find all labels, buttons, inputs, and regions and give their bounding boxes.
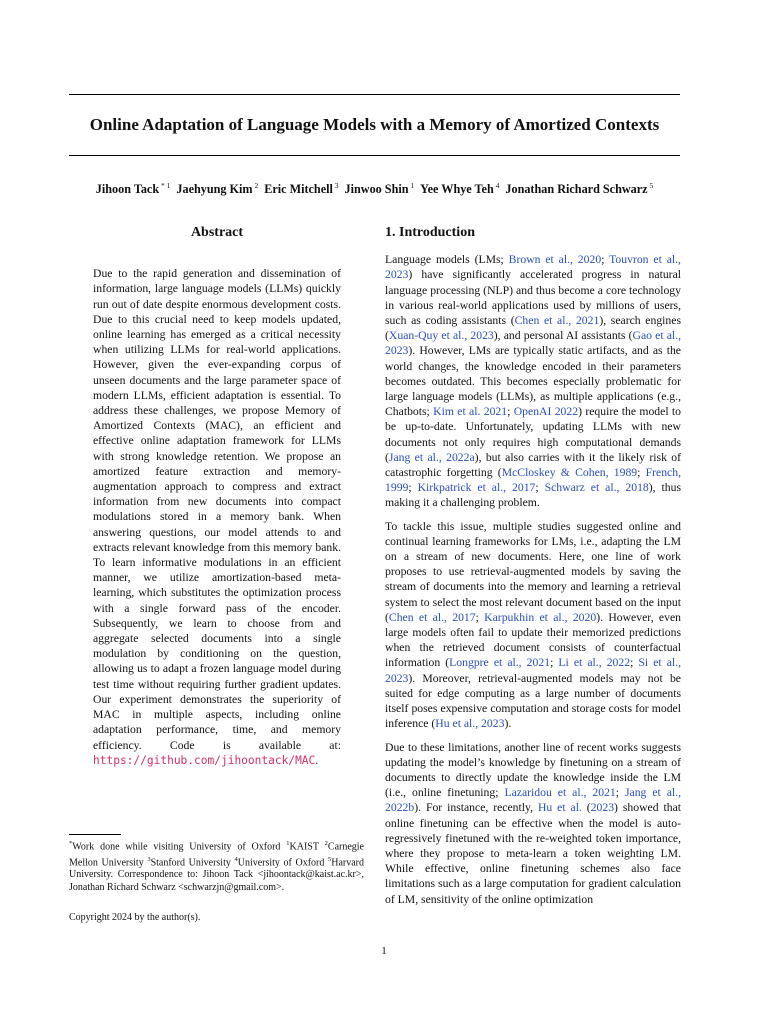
- citation-link[interactable]: Hu et al.: [537, 801, 582, 815]
- author-6: [505, 182, 653, 196]
- left-column: [93, 223, 341, 768]
- paragraph-text: ) showed that online finetuning can be effective when the model is auto-regressively finetuned with the re-weighted token importance, where they propose to meta-learn a token weighting LM. While effective, online finetuning schemes also face limitations such as a large computation for gradient calculation of LM, sensitivity of the online optimization: [385, 801, 682, 906]
- author-affiliation-mark: * 1: [159, 181, 171, 190]
- author-name: Jaehyung Kim: [176, 182, 253, 197]
- affiliation-footnote: [69, 838, 364, 894]
- author-list: [69, 181, 680, 197]
- citation-link[interactable]: Li et al., 2022: [558, 656, 631, 670]
- intro-paragraph-2: [385, 519, 681, 732]
- intro-paragraph-1: [385, 252, 681, 510]
- top-rule: [69, 94, 680, 95]
- citation-link[interactable]: 2023: [590, 801, 615, 815]
- footnote-mark: 1: [286, 840, 290, 847]
- footnote-text: Work done while visiting University of Oxford: [72, 841, 287, 853]
- citation-link[interactable]: Chen et al., 2021: [514, 314, 600, 328]
- citation-link[interactable]: Hu et al., 2023: [435, 717, 505, 731]
- paragraph-text: ). For instance, recently,: [414, 801, 538, 815]
- abstract-end: .: [315, 753, 319, 767]
- abstract-heading: Abstract: [190, 225, 244, 240]
- footnote-text: Stanford University: [150, 857, 235, 869]
- citation-link[interactable]: McCloskey & Cohen, 1989: [501, 466, 638, 480]
- paragraph-text: ;: [408, 481, 418, 495]
- title-rule: [69, 155, 680, 156]
- footnote-mark: 5: [327, 855, 332, 863]
- paragraph-text: (: [581, 801, 591, 815]
- footnote-mark: 4: [234, 855, 238, 863]
- paragraph-text: ), thus making it a challenging problem.: [385, 481, 682, 510]
- paragraph-text: ;: [475, 610, 485, 624]
- citation-link[interactable]: Longpre et al., 2021: [449, 656, 551, 670]
- citation-link[interactable]: Kim et al. 2021: [433, 405, 508, 419]
- paragraph-text: ;: [630, 656, 639, 670]
- intro-paragraph-3: [385, 740, 681, 907]
- footnote-text: Harvard University. Correspondence to: Jihoon Tack <jihoontack@kaist.ac.kr>, Jonathan Richard Schwarz <schwarzjn@gmail.com>.: [69, 857, 364, 893]
- paragraph-text: ;: [507, 405, 514, 419]
- citation-link[interactable]: Xuan-Quy et al., 2023: [388, 329, 494, 343]
- author-3: [264, 182, 338, 196]
- footnote-mark: 3: [147, 855, 151, 863]
- paragraph-text: ). However, even large models often fail to update their memorized predictions when the retrieved document consists of counterfactual information (: [385, 610, 681, 670]
- author-4: [345, 182, 415, 196]
- citation-link[interactable]: Schwarz et al., 2018: [544, 481, 649, 495]
- paragraph-text: ;: [615, 786, 625, 800]
- abstract-text: Due to the rapid generation and dissemination of information, large language models (LLMs) quickly run out of date despite enormous development costs. Due to this crucial need to keep models updated, online learning has emerged as a critical necessity when utilizing LLMs for real-world applications. However, given the ever-expanding corpus of unseen documents and the large parameter space of modern LLMs, efficient adaptation is essential. To address these challenges, we propose Memory of Amortized Contexts (MAC), an efficient and effective online adaptation framework for LLMs with strong knowledge retention. We propose an amortized feature extraction and memory-augmentation approach to compress and extract information from new documents into compact modulations stored in a memory bank. When answering questions, our model attends to and extracts relevant knowledge from this memory bank. To learn informative modulations in an efficient manner, we utilize amortization-based meta-learning, which substitutes the optimization process with a single forward pass of the encoder. Subsequently, we learn to choose from and aggregate selected documents into a single modulation by conditioning on the question, allowing us to adapt a frozen language model during test time without requiring further gradient updates. Our experiment demonstrates the superiority of MAC in multiple aspects, including online adaptation performance, time, and memory efficiency. Code is available at:: [93, 267, 341, 752]
- citation-link[interactable]: Chen et al., 2017: [388, 610, 476, 624]
- paragraph-text: ) have significantly accelerated progress in natural language processing (NLP) and thus become a core technology in various real-world applications used by millions of users, such as coding assistants (: [385, 268, 681, 328]
- author-affiliation-mark: 5: [647, 181, 654, 190]
- page-number: 1: [381, 945, 387, 957]
- paragraph-text: ), search engines (: [385, 314, 682, 343]
- author-affiliation-mark: 2: [252, 181, 259, 190]
- copyright-notice: Copyright 2024 by the author(s).: [69, 912, 201, 923]
- paragraph-text: Due to these limitations, another line of recent works suggests updating the model’s knowledge by finetuning on a stream of documents to directly update the knowledge inside the LM (i.e., online finetuning;: [385, 740, 681, 800]
- author-affiliation-mark: 3: [332, 181, 339, 190]
- paragraph-text: ) require the model to be up-to-date. Unfortunately, updating LLMs with new documents not only requires high computational demands (: [385, 405, 682, 464]
- footnote-text: University of Oxford: [237, 857, 328, 869]
- author-1: [96, 182, 171, 196]
- paragraph-text: ), and personal AI assistants (: [493, 329, 633, 343]
- citation-link[interactable]: Brown et al., 2020: [508, 253, 602, 267]
- citation-link[interactable]: French, 1999: [385, 466, 682, 495]
- citation-link[interactable]: Jang et al., 2022b: [385, 786, 682, 815]
- citation-link[interactable]: Touvron et al., 2023: [385, 253, 681, 282]
- author-5: [420, 182, 499, 196]
- paragraph-text: ), but also carries with it the likely risk of catastrophic forgetting (: [385, 450, 681, 480]
- paragraph-text: To tackle this issue, multiple studies suggested online and continual learning frameworks for LMs, i.e., adapting the LM on a stream of new documents. Here, one line of work proposes to use retrieval-augmented models by saving the stream of documents into the memory and learning a retrieval system to select the most relevant document based on the input (: [385, 519, 681, 624]
- right-column: [385, 223, 681, 915]
- author-name: Jinwoo Shin: [344, 182, 409, 197]
- footnote-mark: *: [69, 840, 73, 847]
- author-name: Yee Whye Teh: [420, 182, 494, 197]
- paragraph-text: ;: [535, 481, 545, 495]
- code-link[interactable]: https://github.com/jihoontack/MAC: [93, 753, 316, 767]
- author-name: Jihoon Tack: [95, 182, 160, 197]
- author-name: Jonathan Richard Schwarz: [505, 182, 648, 197]
- paragraph-text: ).: [504, 717, 512, 731]
- paragraph-text: Language models (LMs;: [385, 253, 509, 267]
- citation-link[interactable]: OpenAI 2022: [513, 405, 579, 419]
- introduction-heading: 1. Introduction: [385, 225, 475, 240]
- citation-link[interactable]: Kirkpatrick et al., 2017: [417, 481, 536, 495]
- author-affiliation-mark: 4: [493, 181, 500, 190]
- footnote-rule: [69, 834, 121, 835]
- paragraph-text: ;: [601, 253, 610, 267]
- citation-link[interactable]: Karpukhin et al., 2020: [484, 610, 597, 624]
- paper-title: Online Adaptation of Language Models with a Memory of Amortized Contexts: [89, 115, 660, 134]
- footnote-text: KAIST: [289, 841, 325, 853]
- citation-link[interactable]: Gao et al., 2023: [385, 329, 681, 358]
- paragraph-text: ;: [550, 656, 559, 670]
- paragraph-text: ;: [637, 466, 646, 480]
- paragraph-text: ). However, LMs are typically static artifacts, and as the world changes, the knowledge encoded in their parameters becomes outdated. This becomes especially problematic for large language models (LLMs), as multiple applications (e.g., Chatbots;: [385, 344, 681, 419]
- author-2: [176, 182, 258, 196]
- citation-link[interactable]: Lazaridou et al., 2021: [504, 786, 616, 800]
- footnote-text: Carnegie Mellon University: [69, 841, 364, 869]
- citation-link[interactable]: Jang et al., 2022a: [388, 450, 475, 464]
- author-name: Eric Mitchell: [264, 182, 333, 197]
- citation-link[interactable]: Si et al., 2023: [385, 656, 682, 685]
- abstract-body: [93, 266, 341, 768]
- paragraph-text: ). Moreover, retrieval-augmented models may not be suited for edge computing as a large number of documents itself poses expensive computation and storage costs for model inference (: [385, 671, 681, 731]
- footnote-mark: 2: [324, 840, 328, 847]
- author-affiliation-mark: 1: [408, 181, 415, 190]
